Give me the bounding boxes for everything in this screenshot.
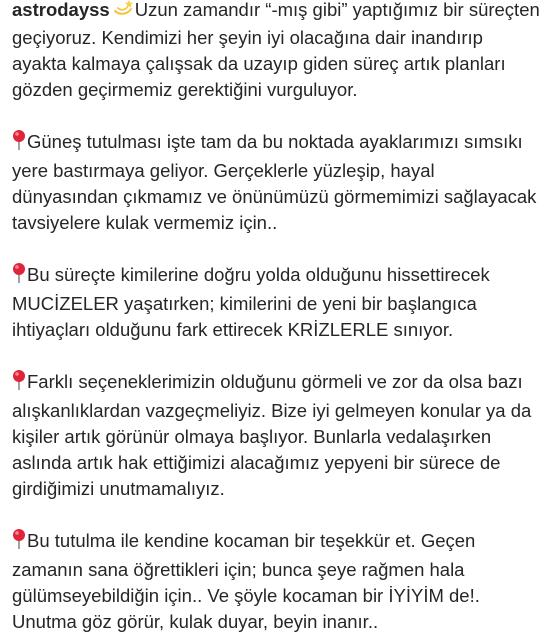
caption-paragraph-1 [12,0,542,103]
caption-paragraph-text: Bu süreçte kimilerine doğru yolda olduğunu hissettirecek MUCİZELER yaşatırken; kimilerini de yeni bir başlangıca ihtiyaçları olduğunu fark ettirecek KRİZLERLE sınıyor. [12,264,490,340]
caption-paragraph-5 [12,528,542,635]
round-pushpin-icon [12,528,26,557]
round-pushpin-icon [12,369,26,398]
caption-paragraph-2 [12,129,542,236]
caption-paragraph-text: Bu tutulma ile kendine kocaman bir teşekkür et. Geçen zamanın sana öğrettikleri için; bunca şeye rağmen hala gülümseyebildiğin için.. Ve şöyle kocaman bir İYİYİM de!. Unutma göz görür, kulak duyar, beyin inanır.. [12,530,480,632]
caption-paragraph-text: Güneş tutulması işte tam da bu noktada ayaklarımızı sımsıkı yere bastırmaya geliyor. Gerçeklerle yüzleşip, hayal dünyasından çıkmamız ve önünümüzü görmemimizi sağlayacak tavsiyelere kulak vermemiz için.. [12,131,537,233]
caption-paragraph-text: Farklı seçeneklerimizin olduğunu görmeli ve zor da olsa bazı alışkanlıklardan vazgeçmeliyiz. Bize iyi gelmeyen konular ya da kişiler artık görünür olmaya başlıyor. Bunlarla vedalaşırken aslında artık hak ettiğimizi alacağımız yepyeni bir sürece de girdiğimizi unutmamalıyız. [12,371,532,499]
dizzy-icon [112,0,134,25]
caption-paragraph-4 [12,369,542,502]
round-pushpin-icon [12,262,26,291]
round-pushpin-icon [12,129,26,158]
caption-paragraph-text: Uzun zamandır “-mış gibi” yaptığımız bir süreçten geçiyoruz. Kendimizi her şeyin iyi olacağına dair inandırıp ayakta kalmaya çalışsak da uzayıp giden süreç artık planları gözden geçirmemiz gerektiğini vurguluyor. [12,0,540,100]
caption-paragraph-3 [12,262,542,343]
username-link[interactable]: astrodayss [12,0,110,20]
